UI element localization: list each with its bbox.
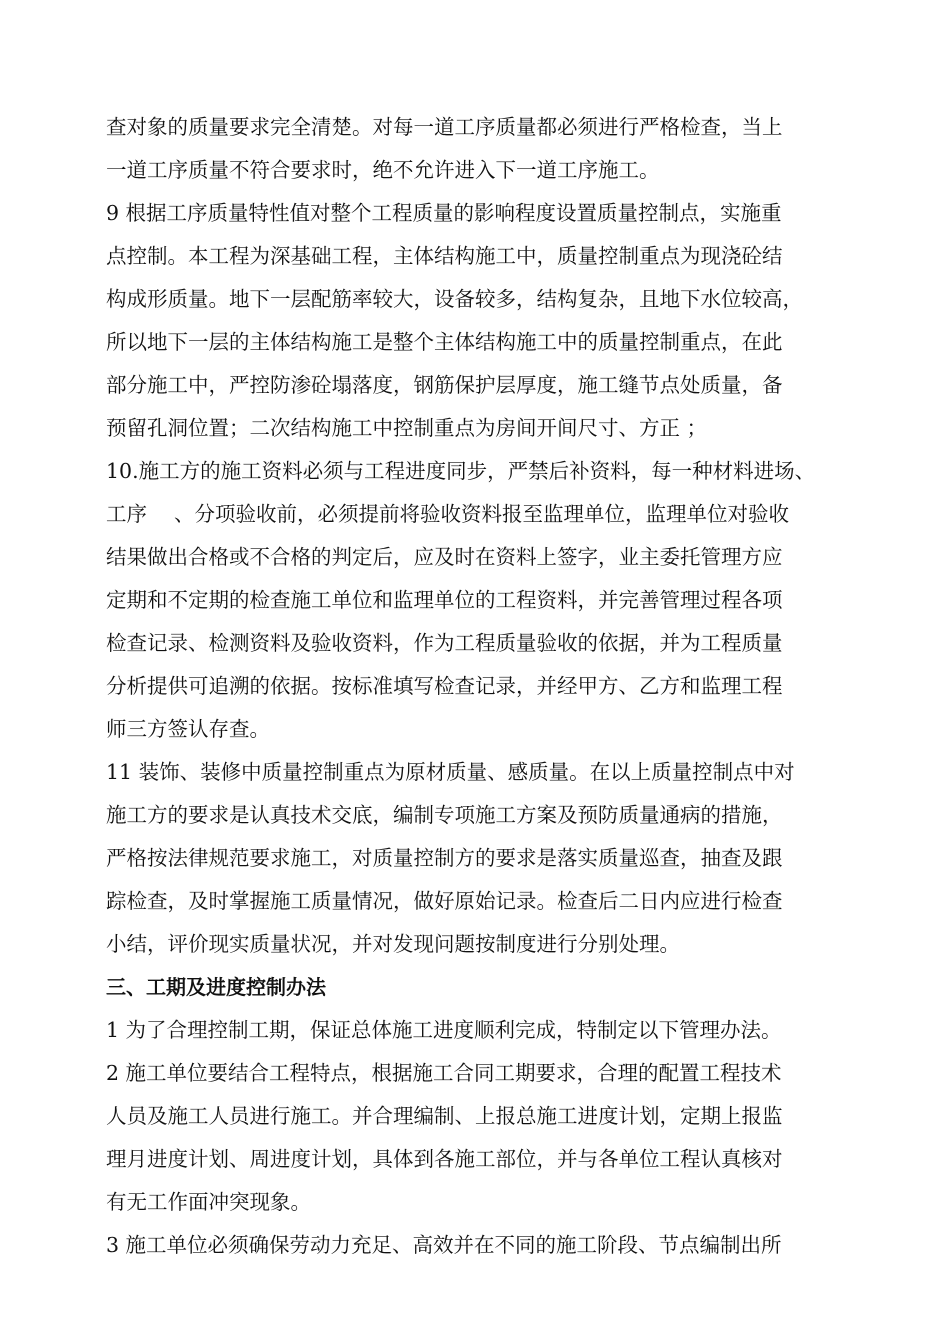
text-line: 预留孔洞位置；二次结构施工中控制重点为房间开间尺寸、方正 ；: [106, 416, 708, 440]
text-line: 查对象的质量要求完全清楚。对每一道工序质量都必须进行严格检查，当上: [106, 115, 783, 139]
text-line: 定期和不定期的检查施工单位和监理单位的工程资料，并完善管理过程各项: [106, 588, 783, 612]
text-line: 有无工作面冲突现象。: [106, 1190, 311, 1214]
text-line: 部分施工中，严控防渗砼塌落度，钢筋保护层厚度，施工缝节点处质量，备: [106, 373, 783, 397]
text-line: 人员及施工人员进行施工。并合理编制、上报总施工进度计划，定期上报监: [106, 1104, 783, 1128]
text-line: 所以地下一层的主体结构施工是整个主体结构施工中的质量控制重点，在此: [106, 330, 783, 354]
text-line: 理月进度计划、周进度计划，具体到各施工部位，并与各单位工程认真核对: [106, 1147, 783, 1171]
text-line: 11 装饰、装修中质量控制重点为原材质量、感质量。在以上质量控制点中对: [106, 760, 795, 784]
text-line: 2 施工单位要结合工程特点，根据施工合同工期要求，合理的配置工程技术: [106, 1061, 782, 1085]
text-line: 点控制。本工程为深基础工程，主体结构施工中，质量控制重点为现浇砼结: [106, 244, 783, 268]
text-line: 1 为了合理控制工期，保证总体施工进度顺利完成，特制定以下管理办法。: [106, 1018, 782, 1042]
text-line: 检查记录、检测资料及验收资料，作为工程质量验收的依据，并为工程质量: [106, 631, 783, 655]
section-heading: 三、工期及进度控制办法: [106, 975, 326, 999]
text-line: 3 施工单位必须确保劳动力充足、高效并在不同的施工阶段、节点编制出所: [106, 1233, 782, 1257]
text-line: 严格按法律规范要求施工，对质量控制方的要求是落实质量巡查，抽查及跟: [106, 846, 783, 870]
text-line: 踪检查，及时掌握施工质量情况，做好原始记录。检查后二日内应进行检查: [106, 889, 783, 913]
text-line: 9 根据工序质量特性值对整个工程质量的影响程度设置质量控制点，实施重: [106, 201, 782, 225]
text-line: 10.施工方的施工资料必须与工程进度同步，严禁后补资料，每一种材料进场、: [106, 459, 816, 483]
text-line: 师三方签认存查。: [106, 717, 270, 741]
text-line: 结果做出合格或不合格的判定后，应及时在资料上签字，业主委托管理方应: [106, 545, 783, 569]
text-line: 一道工序质量不符合要求时，绝不允许进入下一道工序施工。: [106, 158, 660, 182]
text-line: 工序 、分项验收前，必须提前将验收资料报至监理单位，监理单位对验收: [106, 502, 790, 526]
text-line: 施工方的要求是认真技术交底，编制专项施工方案及预防质量通病的措施，: [106, 803, 783, 827]
text-line: 小结，评价现实质量状况，并对发现问题按制度进行分别处理。: [106, 932, 680, 956]
text-line: 分析提供可追溯的依据。按标准填写检查记录，并经甲方、乙方和监理工程: [106, 674, 783, 698]
text-line: 构成形质量。地下一层配筋率较大，设备较多，结构复杂，且地下水位较高，: [106, 287, 803, 311]
